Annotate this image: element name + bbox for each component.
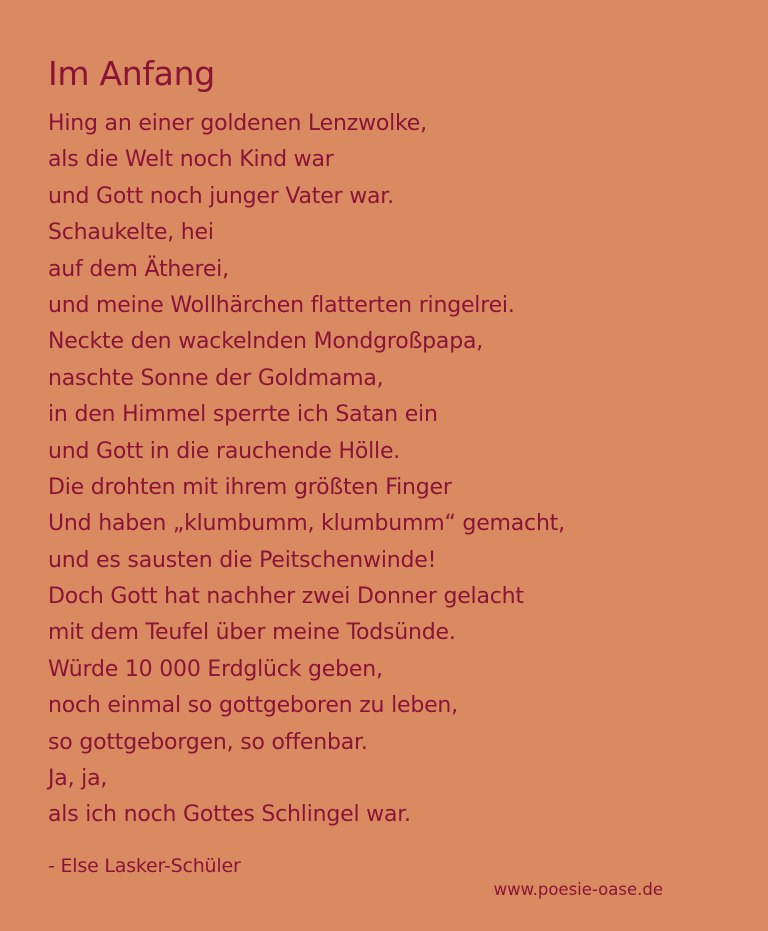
poem-line: Würde 10 000 Erdglück geben, [48,656,383,682]
poem-line: Doch Gott hat nachher zwei Donner gelacht [48,584,524,610]
poem-line: noch einmal so gottgeboren zu leben, [48,693,458,719]
poem-line: als ich noch Gottes Schlingel war. [48,802,411,828]
poem-line: Hing an einer goldenen Lenzwolke, [48,111,427,136]
poem-line: Neckte den wackelnden Mondgroßpapa, [48,329,484,355]
poem-line: und meine Wollhärchen flatterten ringelrei. [48,292,515,318]
poem-line: und es sausten die Peitschenwinde! [48,547,437,573]
poem-author: - Else Lasker-Schüler [48,855,241,877]
poem-line: mit dem Teufel über meine Todsünde. [48,620,456,646]
poem-line: so gottgeborgen, so offenbar. [48,729,368,755]
poem-line: in den Himmel sperrte ich Satan ein [48,402,438,428]
poem-line: Und haben „klumbumm, klumbumm“ gemacht, [48,511,565,537]
poem-line: naschte Sonne der Goldmama, [48,365,384,391]
source-url: www.poesie-oase.de [493,880,663,899]
poem-line: und Gott in die rauchende Hölle. [48,438,401,464]
poem-line: auf dem Ätherei, [48,256,229,282]
poem-title: Im Anfang [48,54,215,93]
poem-line: als die Welt noch Kind war [48,147,334,173]
poem-line: und Gott noch junger Vater war. [48,183,394,209]
poem-line: Ja, ja, [48,766,108,792]
poem-line: Die drohten mit ihrem größten Finger [48,474,452,500]
poem-line: Schaukelte, hei [48,220,214,246]
poem-body [48,106,565,834]
